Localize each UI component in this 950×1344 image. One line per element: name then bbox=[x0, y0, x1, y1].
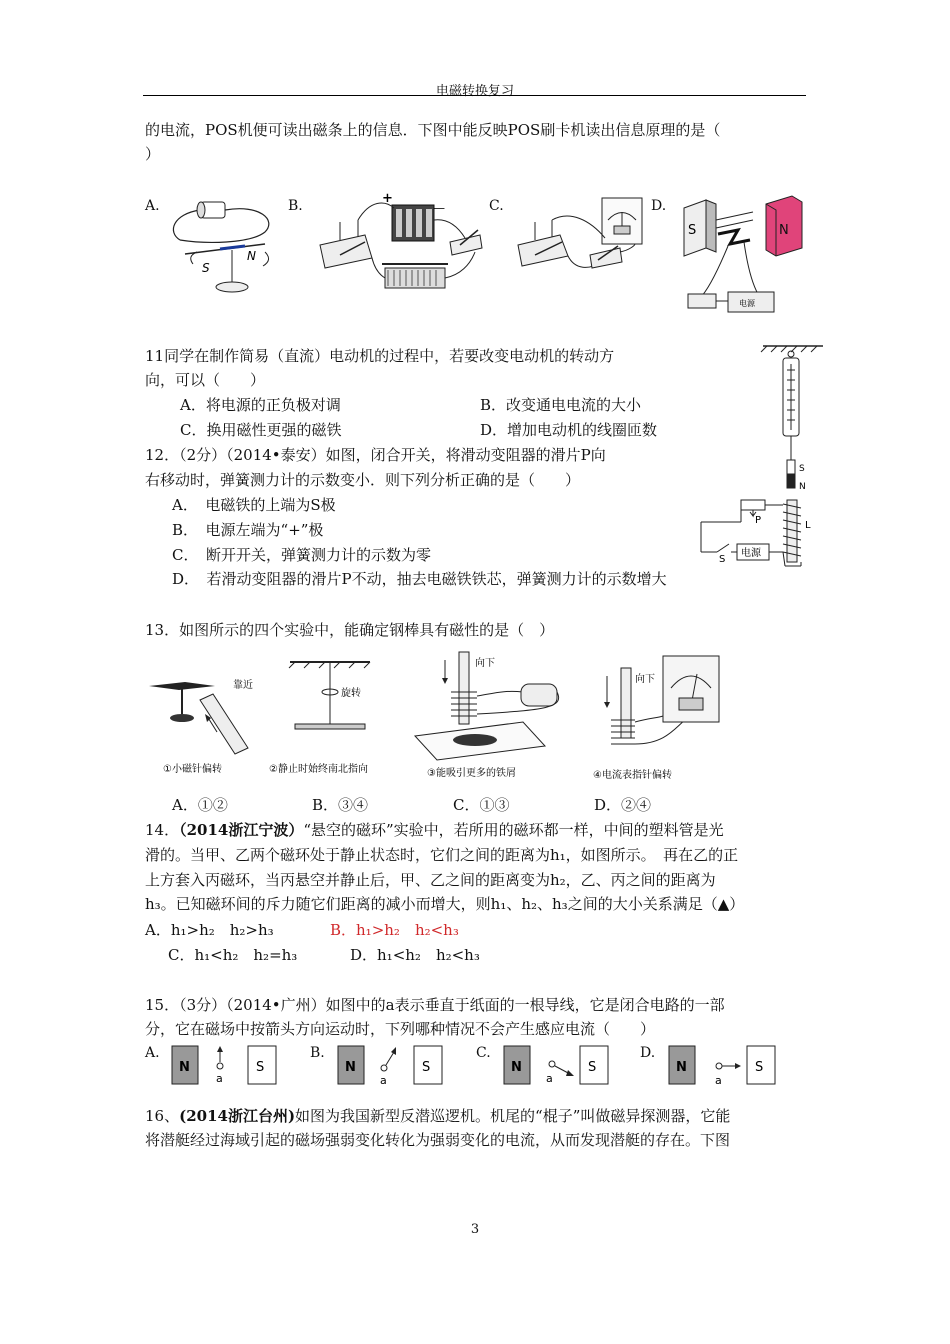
q15-option-d-label: D. bbox=[640, 1045, 656, 1061]
q12-option-c: C． 断开开关，弹簧测力计的示数为零 bbox=[172, 546, 431, 564]
q13-caption-4: ④电流表指针偏转 bbox=[593, 770, 672, 781]
q12-slider-p: P bbox=[755, 515, 762, 526]
q15-figure-d bbox=[665, 1042, 780, 1088]
q15-a-n: N bbox=[179, 1060, 190, 1075]
q12-line2: 右移动时，弹簧测力计的示数变小．则下列分析正确的是（ ） bbox=[145, 471, 581, 489]
q15-c-s: S bbox=[588, 1060, 597, 1075]
fig-d-n-label: N bbox=[779, 223, 789, 238]
q14-line1 bbox=[145, 818, 724, 842]
q14-line3: 上方套入丙磁环，当丙悬空并静止后，甲、乙之间的距离变为h₂，乙、丙之间的距离为 bbox=[145, 871, 716, 889]
q11-option-b: B．改变通电电流的大小 bbox=[480, 396, 642, 414]
q15-option-b-label: B. bbox=[310, 1045, 325, 1061]
q13-fig3-down: 向下 bbox=[475, 658, 495, 669]
q15-option-a-label: A. bbox=[145, 1045, 160, 1061]
q10-line1: 的电流，POS机便可读出磁条上的信息．下图中能反映POS刷卡机读出信息原理的是（ bbox=[145, 121, 721, 139]
q15-d-n: N bbox=[676, 1060, 687, 1075]
q13-caption-3: ③能吸引更多的铁屑 bbox=[427, 768, 516, 779]
q13-fig2-rotate: 旋转 bbox=[341, 688, 361, 699]
q10-figure-c bbox=[510, 190, 650, 290]
q12-option-a: A． 电磁铁的上端为S极 bbox=[172, 496, 336, 514]
q13-option-c: C．①③ bbox=[453, 796, 510, 814]
q16-line1 bbox=[145, 1104, 730, 1128]
q10-figure-d bbox=[678, 190, 808, 320]
fig-b-minus: — bbox=[433, 201, 445, 215]
q15-figure-c bbox=[500, 1042, 612, 1088]
header-rule bbox=[143, 95, 806, 96]
q15-a-s: S bbox=[256, 1060, 265, 1075]
q16-number: 16、 bbox=[145, 1107, 180, 1125]
fig-d-source-label: 电源 bbox=[739, 299, 755, 308]
q12-switch-s: S bbox=[719, 554, 726, 565]
q10-option-b-label: B. bbox=[288, 198, 303, 214]
q10-option-c-label: C. bbox=[489, 198, 504, 214]
q13-option-b: B．③④ bbox=[312, 796, 369, 814]
q13-option-d: D．②④ bbox=[594, 796, 652, 814]
q16-line2: 将潜艇经过海域引起的磁场强弱变化转化为强弱变化的电流，从而发现潜艇的存在。下图 bbox=[145, 1131, 731, 1149]
fig-d-s-label: S bbox=[688, 223, 697, 238]
q10-option-a-label: A. bbox=[145, 198, 160, 214]
q10-figure-a bbox=[165, 192, 280, 300]
q15-b-a: a bbox=[380, 1074, 387, 1087]
q15-figure-a bbox=[168, 1042, 280, 1088]
q14-option-c: C．h₁<h₂ h₂=h₃ bbox=[168, 946, 298, 964]
q11-line1: 11同学在制作简易（直流）电动机的过程中，若要改变电动机的转动方 bbox=[145, 347, 615, 365]
q11-option-c: C．换用磁性更强的磁铁 bbox=[180, 421, 342, 439]
q13-caption-1: ①小磁针偏转 bbox=[163, 764, 222, 775]
q13-caption-2: ②静止时始终南北指向 bbox=[269, 764, 368, 775]
q15-c-a: a bbox=[546, 1072, 553, 1085]
q10-option-d-label: D. bbox=[651, 198, 667, 214]
q14-option-b: B．h₁>h₂ h₂<h₃ bbox=[330, 921, 459, 939]
q14-option-d: D．h₁<h₂ h₂<h₃ bbox=[350, 946, 480, 964]
q14-number: 14． bbox=[145, 821, 180, 839]
q15-option-c-label: C. bbox=[476, 1045, 491, 1061]
fig-a-s-label: S bbox=[202, 261, 210, 275]
fig-b-plus: + bbox=[382, 191, 393, 206]
q13-option-a: A．①② bbox=[172, 796, 228, 814]
q16-source: (2014浙江台州) bbox=[179, 1107, 296, 1125]
q12-power-source: 电源 bbox=[741, 548, 761, 559]
q15-b-n: N bbox=[345, 1060, 356, 1075]
q13-figures bbox=[145, 648, 745, 788]
q12-option-b: B． 电源左端为“+”极 bbox=[172, 521, 324, 539]
q15-line2: 分，它在磁场中按箭头方向运动时，下列哪种情况不会产生感应电流（ ） bbox=[145, 1020, 656, 1038]
q11-line2: 向，可以（ ） bbox=[145, 371, 266, 389]
q15-line1: 15．（3分）（2014•广州）如图中的a表示垂直于纸面的一根导线，它是闭合电路的一部 bbox=[145, 996, 725, 1014]
q12-line1: 12．（2分）（2014•泰安）如图，闭合开关，将滑动变阻器的滑片P向 bbox=[145, 446, 606, 464]
q11-option-d: D．增加电动机的线圈匝数 bbox=[480, 421, 658, 439]
q12-option-d: D． 若滑动变阻器的滑片P不动，抽去电磁铁铁芯，弹簧测力计的示数增大 bbox=[172, 570, 667, 588]
q15-a-a: a bbox=[216, 1072, 223, 1085]
q14-line1-text: “悬空的磁环”实验中，若所用的磁环都一样，中间的塑料管是光 bbox=[303, 821, 724, 839]
page-header: 电磁转换复习 bbox=[435, 84, 514, 99]
q16-line1-text: 如图为我国新型反潜巡逻机。机尾的“棍子”叫做磁异探测器，它能 bbox=[295, 1107, 731, 1125]
q14-option-a: A．h₁>h₂ h₂>h₃ bbox=[145, 921, 274, 939]
q14-source: （2014浙江宁波） bbox=[179, 821, 304, 839]
q10-figure-b bbox=[310, 190, 490, 305]
q15-d-s: S bbox=[755, 1060, 764, 1075]
q12-figure bbox=[695, 340, 825, 575]
q10-line2: ） bbox=[145, 145, 161, 163]
q12-magnet-s: S bbox=[799, 464, 805, 474]
q15-d-a: a bbox=[715, 1074, 722, 1087]
q12-coil-l: L bbox=[805, 520, 811, 531]
q13-fig1-near: 靠近 bbox=[233, 680, 253, 691]
q15-figure-b bbox=[334, 1042, 446, 1088]
q13-line1: 13．如图所示的四个实验中，能确定钢棒具有磁性的是（ ） bbox=[145, 621, 555, 639]
q15-c-n: N bbox=[511, 1060, 522, 1075]
page-number: 3 bbox=[470, 1222, 480, 1237]
fig-a-n-label: N bbox=[247, 249, 256, 263]
q15-b-s: S bbox=[422, 1060, 431, 1075]
q11-option-a: A．将电源的正负极对调 bbox=[180, 396, 341, 414]
q13-fig4-down: 向下 bbox=[635, 674, 655, 685]
q12-magnet-n: N bbox=[799, 482, 806, 492]
q14-line2: 滑的。当甲、乙两个磁环处于静止状态时，它们之间的距离为h₁，如图所示。 再在乙的正 bbox=[145, 846, 739, 864]
q14-line4: h₃。已知磁环间的斥力随它们距离的减小而增大，则h₁、h₂、h₃之间的大小关系满足（▲） bbox=[145, 895, 745, 913]
